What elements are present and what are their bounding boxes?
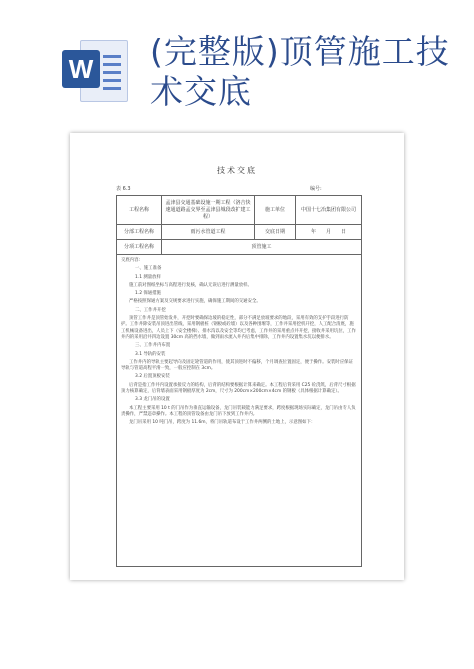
- subproject-value: 雨污水管道工程: [162, 225, 255, 240]
- content-paragraph: 二、工作井开挖: [135, 307, 166, 313]
- content-paragraph: 本工程主要采用 10 t 的门吊作为垂直运输设备，龙门吊装载能力满足要求，跨度根据现场实际确定，龙门吊由专人负责操作，严禁违章操作。本工程的顶管设备由龙门吊下放到工作井内。: [121, 405, 356, 417]
- content-paragraph: 3.1 导轨的安装: [135, 351, 166, 357]
- table-row: [117, 225, 362, 240]
- content-paragraph: 交底内容:: [121, 258, 141, 263]
- document-heading: 技术交底: [217, 166, 257, 175]
- project-value: 孟津县交通基础设施一期工程（洛吉快速通道路孟交界至孟津县城段改扩建工程）: [162, 196, 255, 225]
- content-paragraph: 三、工作井内布置: [135, 343, 171, 349]
- table-number: 表 6.3: [116, 186, 131, 192]
- table-row: [117, 240, 362, 255]
- date-value: 年 月 日: [296, 225, 362, 240]
- word-document-icon: [62, 38, 130, 102]
- content-paragraph: 1.2 保通措施: [135, 291, 161, 297]
- content-paragraph: 后背是指工作井内设置承接反力的结构，后背的结构要根据计算来确定。本工程后背采用 C25 砼浇筑，后背尺寸根据顶力核算确定，后背墙表面采用钢板厚度为 2cm，尺寸为 200cm×200cm×4cm 的钢板（具体根据计算确定）。: [121, 382, 356, 395]
- info-table: [116, 195, 362, 255]
- item-value: 顶管施工: [162, 240, 362, 255]
- content-paragraph: 一、施工准备: [135, 266, 162, 272]
- subproject-label: 分部工程名称: [117, 225, 162, 240]
- contractor-label: 施工单位: [255, 196, 296, 225]
- contractor-value: 中国十七冶集团有限公司: [296, 196, 362, 225]
- word-logo-icon: W: [62, 50, 100, 88]
- item-label: 分项工程名称: [117, 240, 162, 255]
- disclosure-content: [116, 255, 362, 567]
- content-paragraph: 工作井内的导轨主要起导向及固定轮管道的作用，使其顶进时不偏移，个月调查位置固定，便于操作。安装时应保证导轨与管道高程平滑一致，一般应控制在 3cm。: [121, 359, 353, 372]
- project-label: 工程名称: [117, 196, 162, 225]
- document-preview[interactable]: [70, 133, 404, 580]
- content-paragraph: 1.1 测量放样: [135, 274, 161, 280]
- content-paragraph: 顶管工作井是顶管始发井，开挖时要确保边坡的稳定性，部分不满足放坡要求的地段，采用有效的支护手段进行防护。工作井除安装吊顶进出管线，采用钢板桩（钢板或砼墙）以及各种围堰等，工作井采用挖机开挖，人工配合清底，施工机械设备进出，人员上下（安全楼梯）、排水沟以及安全等均已考虑，工作井的采用重点井开挖，接收井采用坑位，工作井内的采用沿井四边设置 30cm 高的挡水墙，做到雨水流入井内后集中排除，工作井内设置集水坑以便排水。: [121, 316, 356, 340]
- content-paragraph: 严格按照保通方案及交规要求进行实施，确保施工期间的交通安全。: [129, 299, 261, 305]
- content-paragraph: 龙门吊采用 10 吨门吊，跨度为 11.6m，将门吊轨道布设于工作井两侧的土地上，示意图如下：: [129, 420, 316, 426]
- banner: [0, 0, 474, 120]
- page-title: (完整版)顶管施工技术交底: [150, 32, 450, 111]
- content-paragraph: 3.2 后置顶板安装: [135, 374, 170, 380]
- table-row: [117, 196, 362, 225]
- date-label: 交底日期: [255, 225, 296, 240]
- content-paragraph: 施工前对图纸坐标与高程进行复核，确认无误后进行测量放样。: [129, 282, 252, 288]
- document-number-label: 编号:: [310, 186, 322, 192]
- content-paragraph: 3.3 龙门吊的设置: [135, 397, 170, 403]
